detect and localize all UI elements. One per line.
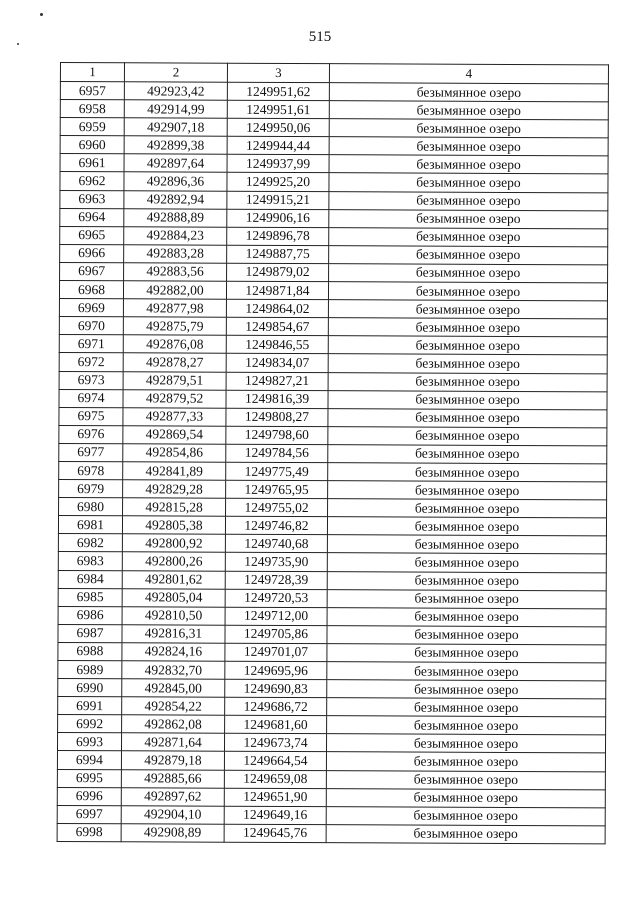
cell-point-number: 6980 — [59, 498, 123, 516]
cell-description: безымянное озеро — [327, 589, 606, 608]
cell-description: безымянное озеро — [326, 806, 605, 825]
cell-point-number: 6996 — [57, 787, 121, 805]
cell-point-number: 6984 — [58, 570, 122, 588]
cell-x-coordinate: 492845,00 — [122, 679, 225, 698]
cell-y-coordinate: 1249705,86 — [225, 625, 327, 644]
cell-description: безымянное озеро — [329, 83, 608, 102]
cell-description: безымянное озеро — [328, 445, 607, 464]
cell-y-coordinate: 1249879,02 — [227, 263, 329, 282]
cell-description: безымянное озеро — [326, 752, 605, 771]
cell-point-number: 6989 — [58, 660, 122, 678]
table-row — [59, 281, 607, 301]
cell-y-coordinate: 1249896,78 — [227, 227, 329, 246]
cell-x-coordinate: 492923,42 — [124, 82, 227, 101]
cell-description: безымянное озеро — [326, 825, 605, 844]
cell-description: безымянное озеро — [327, 571, 606, 590]
cell-x-coordinate: 492879,18 — [121, 751, 224, 770]
table-row — [58, 570, 606, 590]
table-row — [59, 461, 607, 481]
cell-x-coordinate: 492815,28 — [123, 498, 226, 517]
cell-x-coordinate: 492892,94 — [124, 190, 227, 209]
cell-description: безымянное озеро — [328, 463, 607, 482]
table-row — [60, 262, 608, 282]
table-row — [59, 317, 607, 337]
cell-y-coordinate: 1249686,72 — [225, 697, 327, 716]
cell-point-number: 6982 — [58, 534, 122, 552]
cell-x-coordinate: 492899,38 — [124, 136, 227, 155]
cell-point-number: 6988 — [58, 642, 122, 660]
table-row — [59, 498, 607, 518]
cell-point-number: 6986 — [58, 606, 122, 624]
cell-y-coordinate: 1249906,16 — [227, 209, 329, 228]
cell-point-number: 6983 — [58, 552, 122, 570]
cell-y-coordinate: 1249951,62 — [227, 82, 329, 101]
cell-description: безымянное озеро — [327, 698, 606, 717]
cell-y-coordinate: 1249950,06 — [227, 118, 329, 137]
cell-description: безымянное озеро — [328, 300, 607, 319]
cell-x-coordinate: 492841,89 — [123, 462, 226, 481]
cell-description: безымянное озеро — [329, 155, 608, 174]
cell-x-coordinate: 492879,51 — [123, 371, 226, 390]
cell-x-coordinate: 492878,27 — [123, 353, 226, 372]
cell-point-number: 6992 — [58, 715, 122, 733]
table-row — [59, 389, 607, 409]
cell-y-coordinate: 1249944,44 — [227, 137, 329, 156]
cell-x-coordinate: 492800,26 — [122, 552, 225, 571]
cell-description: безымянное озеро — [328, 318, 607, 337]
column-header-number: 1 — [60, 63, 124, 82]
cell-y-coordinate: 1249695,96 — [225, 661, 327, 680]
cell-point-number: 6974 — [59, 389, 123, 407]
cell-x-coordinate: 492876,08 — [123, 335, 226, 354]
cell-y-coordinate: 1249925,20 — [227, 173, 329, 192]
cell-description: безымянное озеро — [329, 101, 608, 120]
cell-point-number: 6975 — [59, 407, 123, 425]
cell-point-number: 6993 — [57, 733, 121, 751]
cell-point-number: 6965 — [60, 226, 124, 244]
cell-point-number: 6961 — [60, 154, 124, 172]
cell-description: безымянное озеро — [329, 137, 608, 156]
table-row — [60, 244, 608, 264]
cell-x-coordinate: 492904,10 — [121, 806, 224, 825]
cell-y-coordinate: 1249827,21 — [226, 372, 328, 391]
cell-point-number: 6973 — [59, 371, 123, 389]
cell-description: безымянное озеро — [327, 625, 606, 644]
cell-x-coordinate: 492824,16 — [122, 643, 225, 662]
column-header-y: 3 — [227, 63, 329, 82]
table-row — [58, 516, 606, 536]
table-row — [57, 751, 605, 771]
table-row — [58, 552, 606, 572]
table-row — [60, 226, 608, 246]
cell-x-coordinate: 492914,99 — [124, 100, 227, 119]
cell-x-coordinate: 492800,92 — [122, 534, 225, 553]
cell-description: безымянное озеро — [327, 517, 606, 536]
cell-x-coordinate: 492896,36 — [124, 172, 227, 191]
cell-y-coordinate: 1249664,54 — [224, 752, 326, 771]
cell-description: безымянное озеро — [326, 734, 605, 753]
cell-x-coordinate: 492810,50 — [122, 606, 225, 625]
cell-x-coordinate: 492805,04 — [122, 588, 225, 607]
cell-x-coordinate: 492832,70 — [122, 661, 225, 680]
cell-description: безымянное озеро — [328, 336, 607, 355]
header-row — [60, 63, 608, 84]
cell-point-number: 6978 — [59, 461, 123, 479]
cell-description: безымянное озеро — [327, 662, 606, 681]
table-row — [57, 769, 605, 789]
cell-y-coordinate: 1249834,07 — [226, 354, 328, 373]
cell-point-number: 6997 — [57, 805, 121, 823]
cell-description: безымянное озеро — [328, 282, 607, 301]
cell-point-number: 6963 — [60, 190, 124, 208]
cell-description: безымянное озеро — [326, 770, 605, 789]
cell-point-number: 6972 — [59, 353, 123, 371]
table-row — [59, 353, 607, 373]
cell-description: безымянное озеро — [328, 408, 607, 427]
cell-description: безымянное озеро — [329, 246, 608, 265]
cell-description: безымянное озеро — [328, 481, 607, 500]
cell-description: безымянное озеро — [327, 607, 606, 626]
cell-y-coordinate: 1249649,16 — [224, 806, 326, 825]
cell-y-coordinate: 1249690,83 — [225, 679, 327, 698]
cell-x-coordinate: 492875,79 — [123, 317, 226, 336]
cell-description: безымянное озеро — [327, 716, 606, 735]
table-row — [58, 624, 606, 644]
table-row — [59, 335, 607, 355]
table-row — [60, 172, 608, 192]
cell-point-number: 6987 — [58, 624, 122, 642]
cell-description: безымянное озеро — [327, 680, 606, 699]
cell-x-coordinate: 492883,56 — [124, 263, 227, 282]
coordinates-table — [57, 62, 609, 844]
cell-point-number: 6958 — [60, 100, 124, 118]
cell-y-coordinate: 1249871,84 — [226, 281, 328, 300]
table-row — [58, 588, 606, 608]
cell-description: безымянное озеро — [329, 209, 608, 228]
cell-point-number: 6981 — [58, 516, 122, 534]
cell-x-coordinate: 492871,64 — [121, 733, 224, 752]
cell-x-coordinate: 492869,54 — [123, 426, 226, 445]
table-row — [60, 82, 608, 102]
table-row — [59, 299, 607, 319]
cell-description: безымянное озеро — [329, 173, 608, 192]
cell-x-coordinate: 492884,23 — [124, 227, 227, 246]
scan-speck — [40, 13, 43, 16]
cell-y-coordinate: 1249645,76 — [224, 824, 326, 843]
cell-x-coordinate: 492801,62 — [122, 570, 225, 589]
cell-x-coordinate: 492854,22 — [122, 697, 225, 716]
column-header-description: 4 — [329, 64, 608, 84]
cell-point-number: 6966 — [60, 244, 124, 262]
cell-point-number: 6985 — [58, 588, 122, 606]
table-row — [57, 805, 605, 825]
table-row — [60, 136, 608, 156]
cell-description: безымянное озеро — [329, 191, 608, 210]
table-row — [58, 660, 606, 680]
cell-point-number: 6971 — [59, 335, 123, 353]
cell-y-coordinate: 1249701,07 — [225, 643, 327, 662]
cell-point-number: 6960 — [60, 136, 124, 154]
cell-x-coordinate: 492879,52 — [123, 389, 226, 408]
cell-description: безымянное озеро — [328, 372, 607, 391]
cell-y-coordinate: 1249728,39 — [225, 571, 327, 590]
cell-y-coordinate: 1249755,02 — [226, 498, 328, 517]
cell-y-coordinate: 1249887,75 — [227, 245, 329, 264]
table-row — [60, 100, 608, 120]
table-row — [59, 425, 607, 445]
cell-y-coordinate: 1249765,95 — [226, 480, 328, 499]
cell-y-coordinate: 1249720,53 — [225, 589, 327, 608]
cell-x-coordinate: 492829,28 — [123, 480, 226, 499]
cell-point-number: 6994 — [57, 751, 121, 769]
cell-description: безымянное озеро — [327, 553, 606, 572]
cell-y-coordinate: 1249808,27 — [226, 408, 328, 427]
cell-y-coordinate: 1249735,90 — [225, 553, 327, 572]
cell-x-coordinate: 492877,98 — [123, 299, 226, 318]
cell-x-coordinate: 492882,00 — [123, 281, 226, 300]
cell-x-coordinate: 492877,33 — [123, 407, 226, 426]
cell-x-coordinate: 492907,18 — [124, 118, 227, 137]
cell-x-coordinate: 492885,66 — [121, 769, 224, 788]
cell-y-coordinate: 1249651,90 — [224, 788, 326, 807]
table-row — [59, 443, 607, 463]
cell-description: безымянное озеро — [329, 227, 608, 246]
cell-description: безымянное озеро — [328, 426, 607, 445]
column-header-x: 2 — [124, 63, 227, 82]
cell-point-number: 6991 — [58, 697, 122, 715]
cell-description: безымянное озеро — [327, 535, 606, 554]
table-body — [57, 82, 608, 844]
table-row — [57, 733, 605, 753]
cell-y-coordinate: 1249712,00 — [225, 607, 327, 626]
table-row — [58, 715, 606, 735]
table-row — [58, 697, 606, 717]
cell-y-coordinate: 1249915,21 — [227, 191, 329, 210]
table-row — [60, 118, 608, 138]
cell-point-number: 6969 — [59, 299, 123, 317]
cell-point-number: 6977 — [59, 443, 123, 461]
cell-y-coordinate: 1249784,56 — [226, 444, 328, 463]
cell-x-coordinate: 492888,89 — [124, 208, 227, 227]
cell-point-number: 6979 — [59, 480, 123, 498]
cell-description: безымянное озеро — [329, 119, 608, 138]
cell-y-coordinate: 1249846,55 — [226, 336, 328, 355]
cell-point-number: 6990 — [58, 679, 122, 697]
cell-y-coordinate: 1249681,60 — [225, 716, 327, 735]
cell-x-coordinate: 492897,64 — [124, 154, 227, 173]
cell-y-coordinate: 1249746,82 — [225, 516, 327, 535]
cell-y-coordinate: 1249798,60 — [226, 426, 328, 445]
cell-y-coordinate: 1249854,67 — [226, 317, 328, 336]
table-row — [57, 823, 605, 843]
cell-x-coordinate: 492883,28 — [124, 245, 227, 264]
cell-y-coordinate: 1249775,49 — [226, 462, 328, 481]
cell-y-coordinate: 1249740,68 — [225, 535, 327, 554]
cell-point-number: 6968 — [59, 281, 123, 299]
table-row — [58, 606, 606, 626]
cell-x-coordinate: 492816,31 — [122, 625, 225, 644]
cell-point-number: 6967 — [60, 262, 124, 280]
cell-point-number: 6998 — [57, 823, 121, 841]
cell-x-coordinate: 492805,38 — [122, 516, 225, 535]
table-row — [59, 480, 607, 500]
cell-y-coordinate: 1249659,08 — [224, 770, 326, 789]
table-row — [58, 642, 606, 662]
cell-x-coordinate: 492854,86 — [123, 444, 226, 463]
cell-description: безымянное озеро — [328, 390, 607, 409]
cell-description: безымянное озеро — [326, 788, 605, 807]
cell-x-coordinate: 492908,89 — [121, 824, 224, 843]
table-row — [60, 190, 608, 210]
cell-point-number: 6970 — [59, 317, 123, 335]
cell-y-coordinate: 1249816,39 — [226, 390, 328, 409]
cell-description: безымянное озеро — [329, 264, 608, 283]
cell-description: безымянное озеро — [327, 644, 606, 663]
table-row — [60, 154, 608, 174]
cell-description: безымянное озеро — [328, 354, 607, 373]
cell-point-number: 6964 — [60, 208, 124, 226]
table-row — [60, 208, 608, 228]
cell-y-coordinate: 1249673,74 — [224, 734, 326, 753]
cell-point-number: 6962 — [60, 172, 124, 190]
table-row — [59, 371, 607, 391]
table-row — [58, 679, 606, 699]
cell-point-number: 6957 — [60, 82, 124, 100]
cell-point-number: 6976 — [59, 425, 123, 443]
cell-y-coordinate: 1249951,61 — [227, 100, 329, 119]
cell-y-coordinate: 1249864,02 — [226, 299, 328, 318]
cell-x-coordinate: 492897,62 — [121, 787, 224, 806]
table-row — [59, 407, 607, 427]
table-row — [58, 534, 606, 554]
cell-point-number: 6995 — [57, 769, 121, 787]
cell-x-coordinate: 492862,08 — [122, 715, 225, 734]
cell-y-coordinate: 1249937,99 — [227, 155, 329, 174]
cell-description: безымянное озеро — [328, 499, 607, 518]
table-row — [57, 787, 605, 807]
table-header — [60, 63, 608, 84]
page-number: 515 — [308, 29, 332, 45]
cell-point-number: 6959 — [60, 118, 124, 136]
